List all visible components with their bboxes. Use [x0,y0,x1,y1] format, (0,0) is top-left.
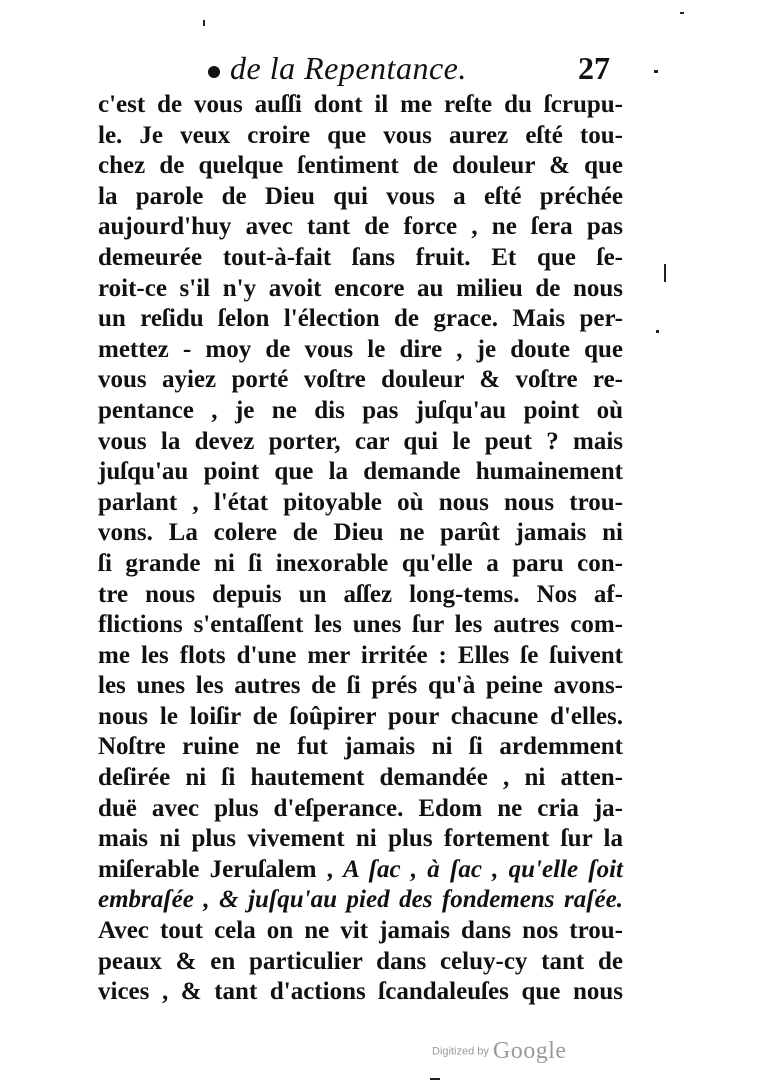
text-line: me les flots d'une mer irritée : Elles ſe ſuivent [98,641,623,669]
digitized-watermark [432,1038,567,1065]
text-line: roit-ce s'il n'y avoit encore au milieu de nous [98,274,623,302]
text-line: deſirée ni ſi hautement demandée , ni atten- [98,764,623,792]
text-line: juſqu'au point que la demande humainement [98,458,623,486]
text-line: les unes les autres de ſi prés qu'à peine avons- [98,672,623,700]
text-line: Noſtre ruine ne fut jamais ni ſi ardemment [98,733,623,761]
text-line: mais ni plus vivement ni plus fortement ſur la [98,825,623,853]
text-line: peaux & en particulier dans celuy-cy tant de [98,947,623,975]
text-line: ſi grande ni ſi inexorable qu'elle a paru con- [98,549,623,577]
scan-speck [656,330,659,333]
italic-quote: A ſac , à ſac , qu'elle ſoit [343,855,623,883]
scan-speck [664,264,666,282]
scan-speck [430,1078,440,1080]
text-line: flictions s'entaſſent les unes ſur les autres com- [98,611,623,639]
text-line: vous la devez porter, car qui le peut ? mais [98,427,623,455]
text-line: parlant , l'état pitoyable où nous nous trou- [98,488,623,516]
text-line: duë avec plus d'eſperance. Edom ne cria ja- [98,794,623,822]
text-line: pentance , je ne dis pas juſqu'au point où [98,396,623,424]
ink-dot-ornament [208,66,220,78]
text-line: vons. La colere de Dieu ne parût jamais ni [98,519,623,547]
text-line: le. Je veux croire que vous aurez eſté tou- [98,121,623,149]
text-line: demeurée tout-à-fait ſans fruit. Et que ſe- [98,243,623,271]
scan-speck [654,70,658,73]
body-text [98,90,623,1008]
text-line: aujourd'huy avec tant de force , ne ſera pas [98,213,623,241]
page-header [100,48,620,88]
digitized-by-text: Digitized by [432,1045,489,1058]
text-line: nous le loiſir de ſoûpirer pour chacune d'elles. [98,702,623,730]
text-line: c'est de vous auſſi dont il me reſte du ſcrupu- [98,91,623,118]
running-title: de la Repentance. [230,50,467,86]
google-logo: Google [492,1038,567,1064]
text-line: la parole de Dieu qui vous a eſté préchée [98,182,623,210]
italic-quote-line: embraſée , & juſqu'au pied des fondemens raſée. [98,886,623,914]
text-line: un reſidu ſelon l'élection de grace. Mais per- [98,305,623,333]
scan-speck [203,20,205,26]
text-line: vices , & tant d'actions ſcandaleuſes que nous [98,978,623,1006]
text-line: vous ayiez porté voſtre douleur & voſtre re- [98,366,623,394]
text-line: chez de quelque ſentiment de douleur & que [98,152,623,180]
page-number: 27 [578,50,610,86]
text-line: mettez - moy de vous le dire , je doute que [98,335,623,363]
text-line: tre nous depuis un aſſez long-tems. Nos af- [98,580,623,608]
scan-speck [680,12,684,14]
text-line: Avec tout cela on ne vit jamais dans nos trou- [98,917,623,945]
text-line-with-italic-quote [98,855,623,886]
text-segment: miſerable Jeruſalem , [98,855,333,883]
